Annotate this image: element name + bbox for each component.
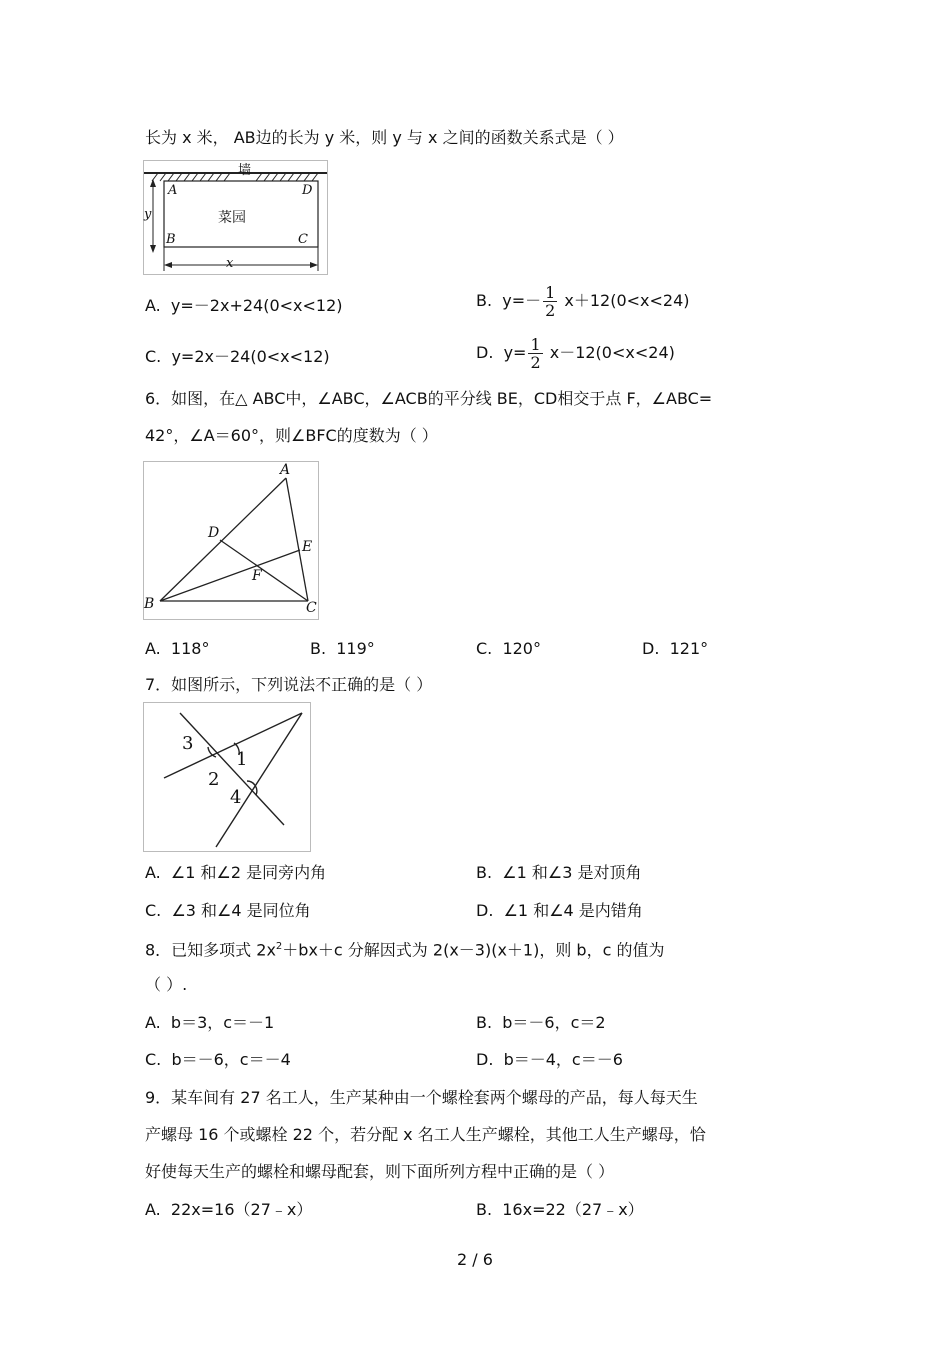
q6-option-b[interactable]: B. 119° xyxy=(310,639,375,658)
point-d-label: D xyxy=(302,183,313,198)
angle-1-label: 1 xyxy=(236,749,248,770)
q9-stem-line1: 9．某车间有 27 名工人，生产某种由一个螺栓套两个螺母的产品，每人每天生 xyxy=(145,1088,698,1107)
q6-option-c[interactable]: C. 120° xyxy=(476,639,541,658)
q6-figure-triangle xyxy=(143,461,319,620)
q6-option-a[interactable]: A. 118° xyxy=(145,639,210,658)
q7-stem: 7．如图所示，下列说法不正确的是（ ） xyxy=(145,675,433,694)
vertex-a-label: A xyxy=(280,462,291,478)
point-f-label: F xyxy=(252,568,262,584)
wall-label: 墙 xyxy=(238,163,252,178)
y-label: y xyxy=(144,207,152,222)
q6-option-d[interactable]: D. 121° xyxy=(642,639,709,658)
q5-figure-garden xyxy=(143,160,328,275)
fraction: $\frac{1}{2}$ xyxy=(530,335,541,372)
point-e-label: E xyxy=(302,539,313,555)
q8-option-c[interactable]: C. b＝－6，c＝－4 xyxy=(145,1050,291,1069)
garden-label: 菜园 xyxy=(218,210,246,226)
q9-stem-line2: 产螺母 16 个或螺栓 22 个，若分配 x 名工人生产螺栓，其他工人生产螺母，恰 xyxy=(145,1125,706,1144)
point-b-label: B xyxy=(166,232,176,247)
q7-option-c[interactable]: C. ∠3 和∠4 是同位角 xyxy=(145,901,311,920)
angle-4-label: 4 xyxy=(230,787,242,808)
q5-option-a[interactable]: A. y=－2x+24(0<x<12) xyxy=(145,296,343,315)
q6-stem-line1: 6．如图，在△ ABC中，∠ABC，∠ACB的平分线 BE，CD相交于点 F，∠ABC= xyxy=(145,389,713,408)
q5-stem-tail: 长为 x 米， AB边的长为 y 米，则 y 与 x 之间的函数关系式是（ ） xyxy=(145,128,624,147)
q9-stem-line3: 好使每天生产的螺栓和螺母配套，则下面所列方程中正确的是（ ） xyxy=(145,1162,615,1181)
q9-option-a[interactable]: A. 22x=16（27﹣x） xyxy=(145,1200,313,1219)
x-label: x xyxy=(226,256,234,271)
vertex-b-label: B xyxy=(144,596,155,612)
point-c-label: C xyxy=(298,232,308,247)
q7-option-d[interactable]: D. ∠1 和∠4 是内错角 xyxy=(476,901,643,920)
q8-stem-line1: 8．已知多项式 $2x^2+bx+c$ 分解因式为 2(x－3)(x＋1)，则 b，c 的值为 xyxy=(145,940,665,960)
page-number: 2 / 6 xyxy=(457,1250,493,1269)
point-a-label: A xyxy=(168,183,178,198)
q8-stem-line2: （ ）. xyxy=(145,975,188,994)
q9-option-b[interactable]: B. 16x=22（27﹣x） xyxy=(476,1200,644,1219)
q7-option-a[interactable]: A. ∠1 和∠2 是同旁内角 xyxy=(145,863,327,882)
q8-option-d[interactable]: D. b＝－4，c＝－6 xyxy=(476,1050,623,1069)
q8-option-a[interactable]: A. b＝3，c＝－1 xyxy=(145,1013,275,1032)
q8-option-b[interactable]: B. b＝－6，c＝2 xyxy=(476,1013,606,1032)
fraction: $\frac{1}{2}$ xyxy=(545,283,556,320)
q6-stem-line2: 42°，∠A＝60°，则∠BFC的度数为（ ） xyxy=(145,426,438,445)
q7-figure-lines xyxy=(143,702,311,852)
q5-option-b[interactable]: B. y=－ $\frac{1}{2}$ x＋12(0<x<24) xyxy=(476,283,690,320)
q5-option-d[interactable]: D. y= $\frac{1}{2}$ x－12(0<x<24) xyxy=(476,335,675,372)
angle-2-label: 2 xyxy=(208,769,220,790)
angle-3-label: 3 xyxy=(182,733,194,754)
q7-option-b[interactable]: B. ∠1 和∠3 是对顶角 xyxy=(476,863,642,882)
point-d-label: D xyxy=(208,525,220,541)
vertex-c-label: C xyxy=(306,600,317,616)
q5-option-c[interactable]: C. y=2x－24(0<x<12) xyxy=(145,347,330,366)
